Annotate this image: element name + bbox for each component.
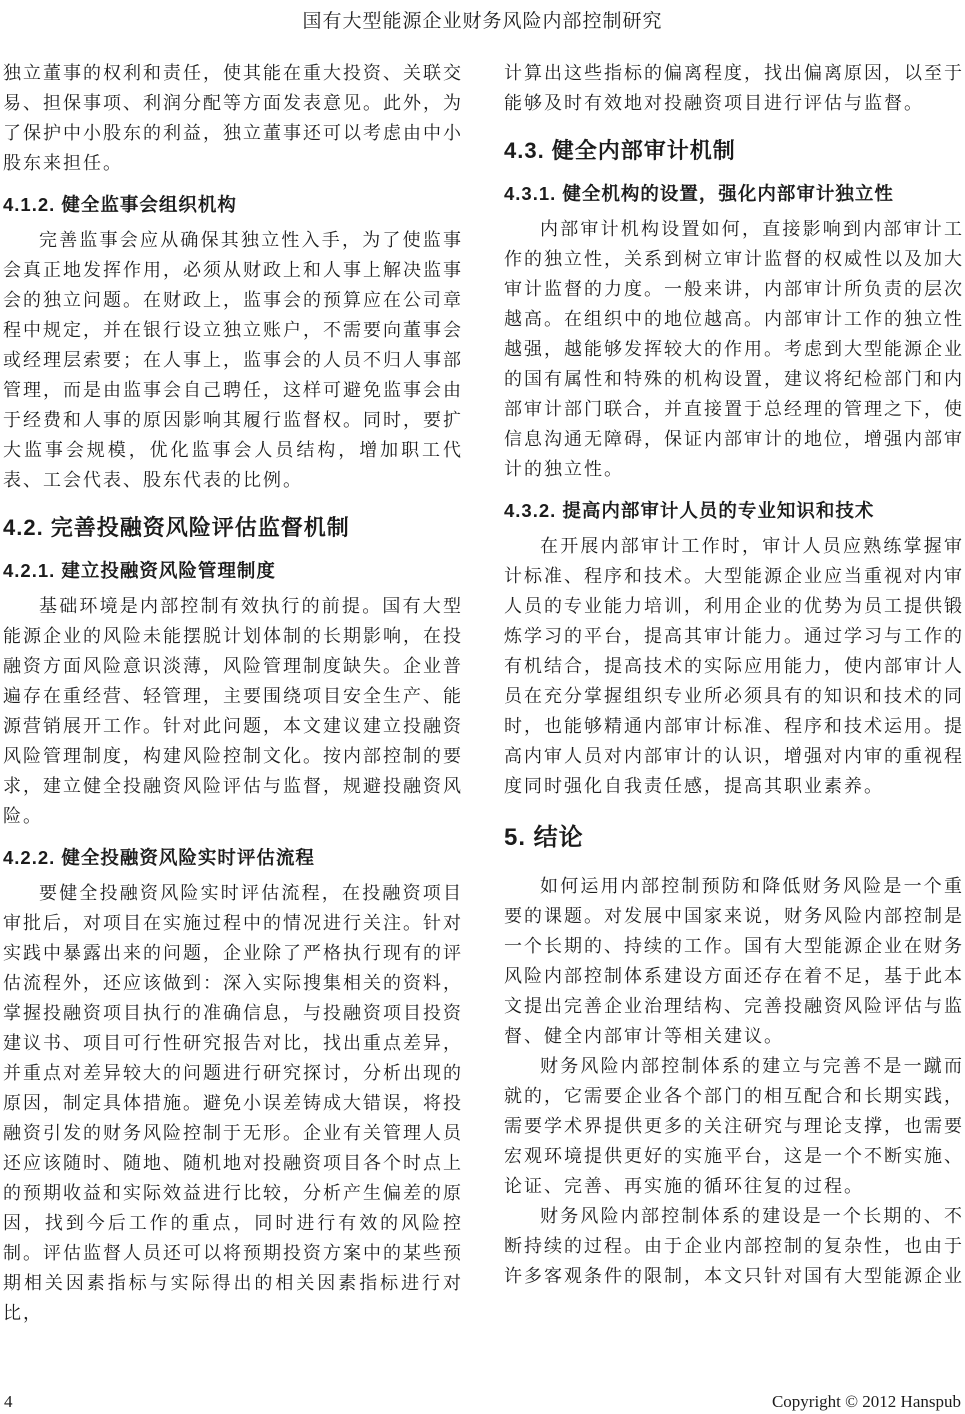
paragraph: 独立董事的权利和责任，使其能在重大投资、关联交易、担保事项、利润分配等方面发表意见。此外，为了保护中小股东的利益，独立董事还可以考虑由中小股东来担任。: [3, 63, 463, 173]
paragraph: 如何运用内部控制预防和降低财务风险是一个重要的课题。对发展中国家来说，财务风险内部控制是一个长期的、持续的工作。国有大型能源企业在财务风险内部控制体系建设方面还存在着不足，基于此本文提出完善企业治理结构、完善投融资风险评估与监督、健全内部审计等相关建议。: [504, 876, 964, 1046]
paragraph: 要健全投融资风险实时评估流程，在投融资项目审批后，对项目在实施过程中的情况进行关注。针对实践中暴露出来的问题，企业除了严格执行现有的评估流程外，还应该做到：深入实际搜集相关的资料，掌握投融资项目执行的准确信息，与投融资项目投资建议书、项目可行性研究报告对比，找出重点差异，并重点对差异较大的问题进行研究探讨，分析出现的原因，制定具体措施。避免小误差铸成大错误，将投融资引发的财务风险控制于无形。企业有关管理人员还应该随时、随地、随机地对投融资项目各个时点上的预期收益和实际效益进行比较，分析产生偏差的原因，找到今后工作的重点，同时进行有效的风险控制。评估监督人员还可以将预期投资方案中的某些预期相关因素指标与实际得出的相关因素指标进行对比，: [3, 883, 463, 1323]
section-heading-4-2-1: 4.2.1. 建立投融资风险管理制度: [3, 560, 276, 581]
section-heading-4-3: 4.3. 健全内部审计机制: [504, 138, 736, 163]
section-heading-4-2-2: 4.2.2. 健全投融资风险实时评估流程: [3, 847, 315, 868]
section-heading-5: 5. 结论: [504, 824, 584, 851]
copyright-notice: Copyright © 2012 Hanspub: [771, 1392, 961, 1411]
paragraph: 计算出这些指标的偏离程度，找出偏离原因，以至于能够及时有效地对投融资项目进行评估与监督。: [504, 63, 964, 113]
paragraph: 基础环境是内部控制有效执行的前提。国有大型能源企业的风险未能摆脱计划体制的长期影响，在投融资方面风险意识淡薄，风险管理制度缺失。企业普遍存在重经营、轻管理，主要围绕项目安全生产、能源营销展开工作。针对此问题，本文建议建立投融资风险管理制度，构建风险控制文化。按内部控制的要求，建立健全投融资风险评估与监督，规避投融资风险。: [3, 596, 463, 826]
section-heading-4-1-2: 4.1.2. 健全监事会组织机构: [3, 194, 237, 215]
running-head-title: 国有大型能源企业财务风险内部控制研究: [302, 11, 663, 32]
paragraph: 财务风险内部控制体系的建设是一个长期的、不断持续的过程。由于企业内部控制的复杂性，也由于许多客观条件的限制，本文只针对国有大型能源企业: [504, 1206, 964, 1286]
section-heading-4-2: 4.2. 完善投融资风险评估监督机制: [3, 515, 350, 540]
section-heading-4-3-1: 4.3.1. 健全机构的设置，强化内部审计独立性: [504, 183, 894, 204]
paragraph: 财务风险内部控制体系的建立与完善不是一蹴而就的，它需要企业各个部门的相互配合和长期实践，需要学术界提供更多的关注研究与理论支撑，也需要宏观环境提供更好的实施平台，这是一个不断实施、论证、完善、再实施的循环往复的过程。: [504, 1056, 964, 1196]
section-heading-4-3-2: 4.3.2. 提高内部审计人员的专业知识和技术: [504, 500, 875, 521]
paragraph: 内部审计机构设置如何，直接影响到内部审计工作的独立性，关系到树立审计监督的权威性以及加大审计监督的力度。一般来讲，内部审计所负责的层次越高。在组织中的地位越高。内部审计工作的独立性越强，越能够发挥较大的作用。考虑到大型能源企业的国有属性和特殊的机构设置，建议将纪检部门和内部审计部门联合，并直接置于总经理的管理之下，使信息沟通无障碍，保证内部审计的地位，增强内部审计的独立性。: [504, 219, 964, 479]
page-number: 4: [4, 1392, 13, 1411]
page-footer: [4, 1392, 961, 1412]
paragraph: 在开展内部审计工作时，审计人员应熟练掌握审计标准、程序和技术。大型能源企业应当重视对内审人员的专业能力培训，利用企业的优势为员工提供锻炼学习的平台，提高其审计能力。通过学习与工作的有机结合，提高技术的实际应用能力，使内部审计人员在充分掌握组织专业所必须具有的知识和技术的同时，也能够精通内部审计标准、程序和技术运用。提高内审人员对内部审计的认识，增强对内审的重视程度同时强化自我责任感，提高其职业素养。: [504, 536, 964, 796]
right-column: [504, 58, 964, 1328]
paragraph: 完善监事会应从确保其独立性入手，为了使监事会真正地发挥作用，必须从财政上和人事上解决监事会的独立问题。在财政上，监事会的预算应在公司章程中规定，并在银行设立独立账户，不需要向董事会或经理层索要；在人事上，监事会的人员不归人事部管理，而是由监事会自己聘任，这样可避免监事会由于经费和人事的原因影响其履行监督权。同时，要扩大监事会规模，优化监事会人员结构，增加职工代表、工会代表、股东代表的比例。: [3, 230, 463, 490]
two-column-body: [3, 58, 964, 1328]
left-column: [3, 58, 463, 1328]
